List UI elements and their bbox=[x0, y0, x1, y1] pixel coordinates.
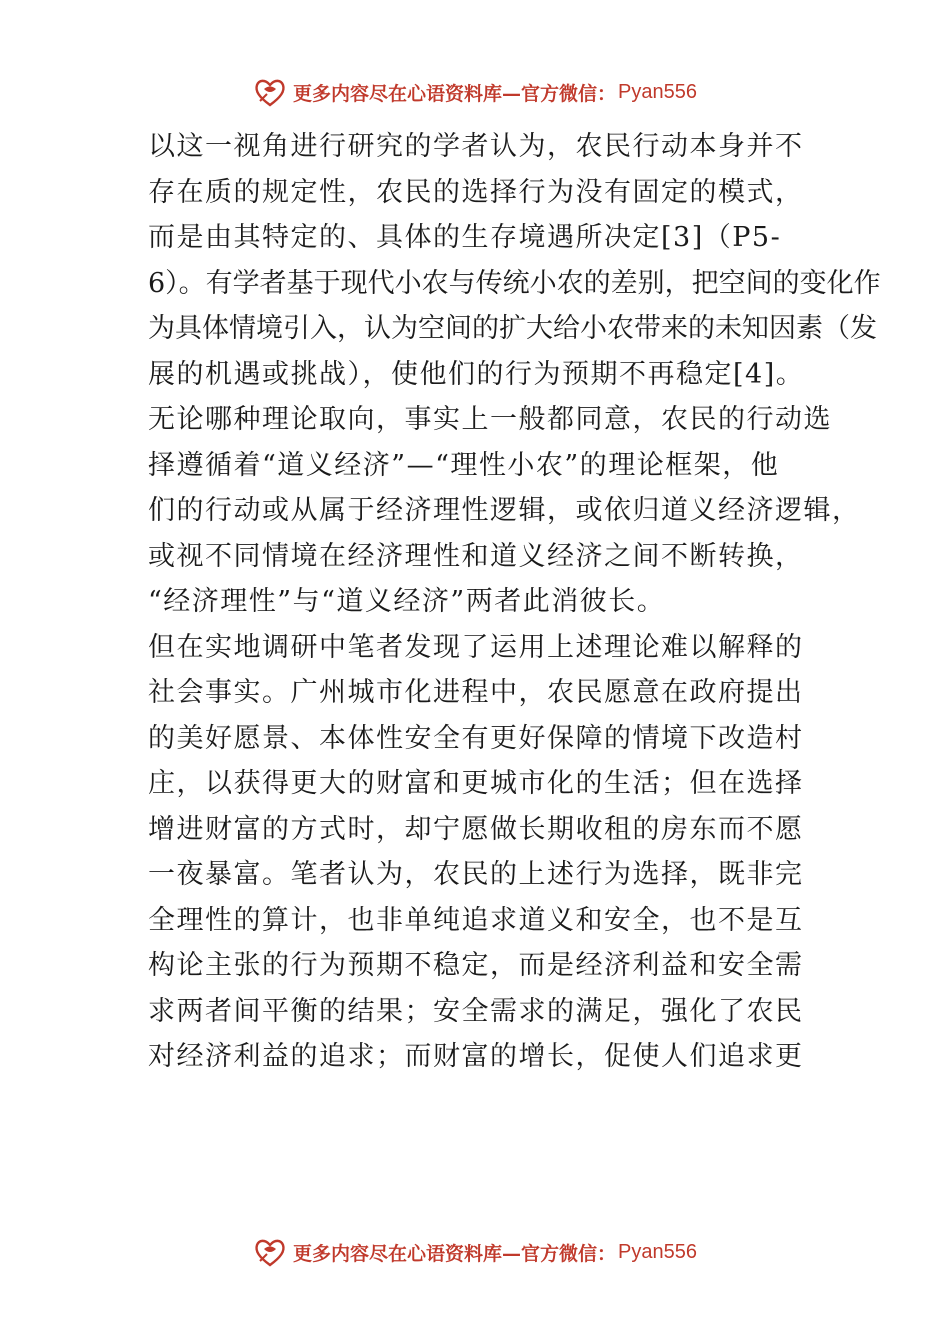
body-line: 存在质的规定性，农民的选择行为没有固定的模式， bbox=[148, 176, 804, 208]
heart-logo-icon bbox=[253, 75, 287, 109]
body-line: 社会事实。广州城市化进程中，农民愿意在政府提出 bbox=[148, 677, 804, 708]
body-line: 展的机遇或挑战），使他们的行为预期不再稳定[4]。 bbox=[148, 358, 805, 390]
body-line: 构论主张的行为预期不稳定，而是经济利益和安全需 bbox=[148, 950, 804, 981]
body-line: 们的行动或从属于经济理性逻辑，或依归道义经济逻辑， bbox=[148, 495, 861, 526]
body-line: 择遵循着“道义经济”—“理性小农”的理论框架，他 bbox=[148, 449, 780, 481]
body-line: 或视不同情境在经济理性和道义经济之间不断转换， bbox=[148, 540, 804, 572]
watermark-wechat-id: Pyan556 bbox=[618, 80, 697, 103]
heart-logo-icon bbox=[253, 1235, 287, 1269]
body-line: 6）。有学者基于现代小农与传统小农的差别，把空间的变化作 bbox=[148, 267, 881, 299]
body-line: 而是由其特定的、具体的生存境遇所决定[3]（P5- bbox=[148, 222, 782, 253]
footer-watermark bbox=[0, 1232, 950, 1272]
body-line: 全理性的算计，也非单纯追求道义和安全，也不是互 bbox=[148, 904, 804, 936]
document-body bbox=[148, 124, 881, 1080]
header-watermark bbox=[0, 72, 950, 112]
body-line: 一夜暴富。笔者认为，农民的上述行为选择，既非完 bbox=[148, 859, 804, 890]
body-line: 求两者间平衡的结果；安全需求的满足，强化了农民 bbox=[148, 995, 804, 1027]
body-line: 的美好愿景、本体性安全有更好保障的情境下改造村 bbox=[148, 722, 804, 754]
body-line: 以这一视角进行研究的学者认为，农民行动本身并不 bbox=[148, 131, 804, 162]
body-line: 无论哪种理论取向，事实上一般都同意，农民的行动选 bbox=[148, 404, 832, 435]
body-line: 但在实地调研中笔者发现了运用上述理论难以解释的 bbox=[148, 631, 804, 663]
body-line: 庄，以获得更大的财富和更城市化的生活；但在选择 bbox=[148, 768, 804, 799]
body-line: “经济理性”与“道义经济”两者此消彼长。 bbox=[148, 586, 666, 617]
watermark-text: 更多内容尽在心语资料库—官方微信： bbox=[293, 82, 617, 105]
body-line: 增进财富的方式时，却宁愿做长期收租的房东而不愿 bbox=[148, 813, 804, 845]
body-line: 为具体情境引入，认为空间的扩大给小农带来的未知因素（发 bbox=[148, 313, 877, 344]
watermark-wechat-id: Pyan556 bbox=[618, 1240, 697, 1263]
watermark-text: 更多内容尽在心语资料库—官方微信： bbox=[293, 1242, 617, 1265]
body-line: 对经济利益的追求；而财富的增长，促使人们追求更 bbox=[148, 1041, 804, 1072]
